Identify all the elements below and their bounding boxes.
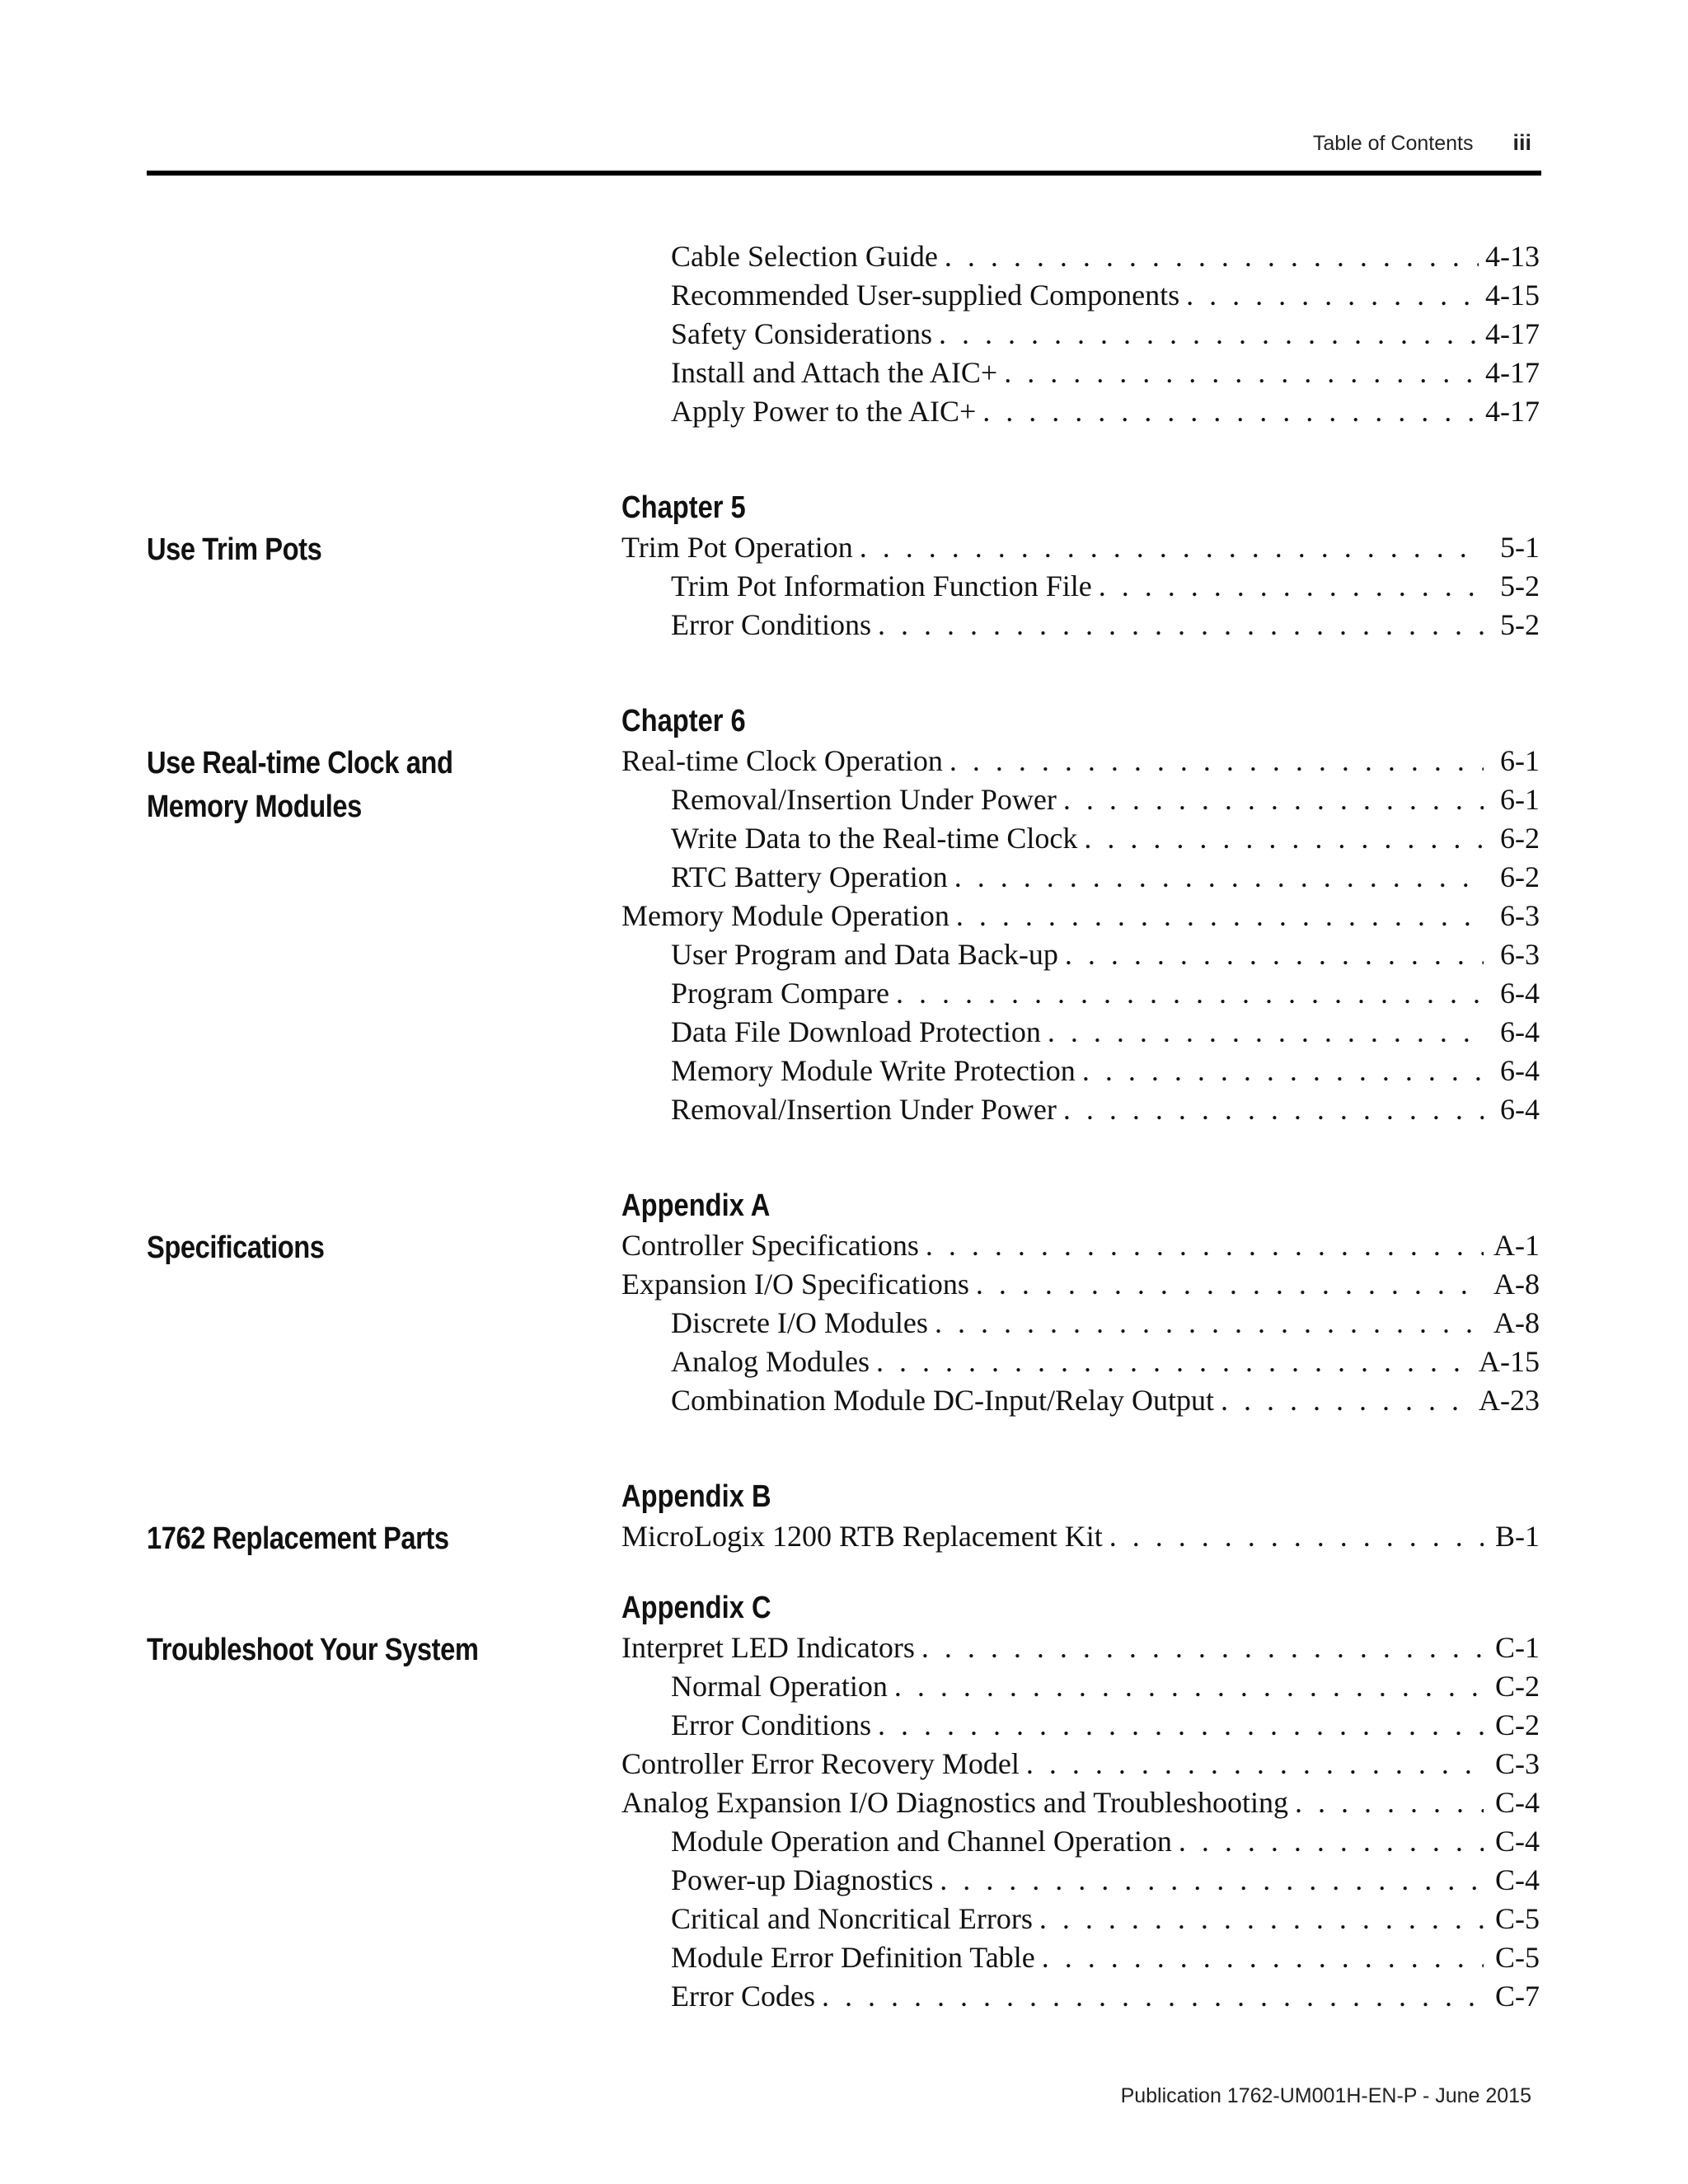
toc-entry-page: B-1 (1495, 1520, 1540, 1553)
toc-entry-title: Program Compare (671, 977, 889, 1010)
toc-entry-title: Error Conditions (671, 608, 871, 641)
toc-entry-page: 6-3 (1500, 899, 1540, 932)
toc-entry[interactable] (621, 1667, 1540, 1706)
toc-entry-page: 4-17 (1485, 356, 1540, 389)
toc-entry-title: Power-up Diagnostics (671, 1863, 934, 1896)
dot-leader (1186, 276, 1479, 315)
toc-entry-page: 4-15 (1485, 279, 1540, 312)
publication-footer: Publication 1762-UM001H-EN-P - June 2015 (1120, 2084, 1531, 2107)
running-header-title: Table of Contents (1312, 132, 1474, 155)
toc-entry-page: C-7 (1495, 1980, 1540, 2013)
dot-leader (1179, 1822, 1484, 1861)
toc-entry[interactable] (621, 1629, 1540, 1667)
dot-leader (1042, 1938, 1484, 1977)
toc-entry-page: 6-4 (1500, 977, 1540, 1010)
toc-entry-page: 5-2 (1500, 608, 1540, 641)
dot-leader (950, 742, 1484, 780)
toc-entry[interactable] (621, 1706, 1540, 1745)
toc-entry-page: A-15 (1479, 1345, 1540, 1378)
toc-entry-page: 6-3 (1500, 938, 1540, 971)
toc-section (147, 1587, 1540, 2016)
toc-entry-title: Install and Attach the AIC+ (671, 356, 998, 389)
toc-entry-title: Write Data to the Real-time Clock (671, 822, 1078, 855)
dot-leader (1039, 1900, 1484, 1938)
dot-leader (926, 1226, 1484, 1265)
toc-section (147, 1476, 1540, 1556)
toc-entry[interactable] (621, 1977, 1540, 2016)
toc-entry-page: C-4 (1495, 1786, 1540, 1819)
dot-leader (939, 315, 1479, 354)
dot-leader (956, 897, 1484, 935)
toc-entry[interactable] (621, 1052, 1540, 1090)
section-entries (621, 742, 1540, 1129)
toc-entry-page: C-4 (1495, 1825, 1540, 1858)
toc-entry-title: User Program and Data Back-up (671, 938, 1058, 971)
toc-entry[interactable] (621, 1304, 1540, 1343)
section-title: Use Trim Pots (147, 532, 322, 567)
toc-entry-title: Discrete I/O Modules (671, 1306, 928, 1339)
toc-entry-page: C-1 (1495, 1631, 1540, 1664)
toc-entry-title: Error Codes (671, 1980, 815, 2013)
chapter-label: Chapter 5 (621, 490, 746, 525)
toc-entry[interactable] (621, 1090, 1540, 1129)
toc-entry[interactable] (621, 1822, 1540, 1861)
toc-entry-page: C-2 (1495, 1670, 1540, 1703)
toc-entry[interactable] (621, 1783, 1540, 1822)
toc-entry[interactable] (621, 1745, 1540, 1783)
toc-entry-page: 4-17 (1485, 395, 1540, 428)
toc-entry-title: Removal/Insertion Under Power (671, 783, 1057, 816)
toc-entry[interactable] (621, 1861, 1540, 1900)
toc-entry[interactable] (621, 819, 1540, 858)
table-of-contents (147, 237, 1540, 2016)
dot-leader (1026, 1745, 1484, 1783)
toc-entry[interactable] (621, 935, 1540, 974)
toc-entry[interactable] (621, 858, 1540, 897)
dot-leader (976, 1265, 1484, 1304)
toc-entry-title: Error Conditions (671, 1708, 871, 1741)
dot-leader (954, 858, 1484, 897)
section-entries (621, 528, 1540, 644)
toc-entry[interactable] (621, 315, 1540, 354)
toc-entry-page: C-5 (1495, 1941, 1540, 1974)
toc-entry-page: 6-4 (1500, 1015, 1540, 1048)
toc-entry-page: 4-13 (1485, 240, 1540, 273)
dot-leader (1084, 819, 1484, 858)
toc-entry-title: Trim Pot Operation (621, 531, 853, 564)
section-entries (621, 1517, 1540, 1556)
toc-entry[interactable] (621, 567, 1540, 606)
toc-entry-page: C-5 (1495, 1902, 1540, 1935)
toc-entry-page: 4-17 (1485, 317, 1540, 350)
toc-entry-page: A-1 (1493, 1229, 1540, 1262)
toc-section (147, 1185, 1540, 1420)
dot-leader (822, 1977, 1484, 2016)
chapter-label: Appendix A (621, 1188, 771, 1223)
dot-leader (860, 528, 1484, 567)
dot-leader (1063, 780, 1484, 819)
toc-entry[interactable] (621, 897, 1540, 935)
toc-section (147, 487, 1540, 644)
dot-leader (1048, 1013, 1484, 1052)
toc-entry[interactable] (621, 1013, 1540, 1052)
chapter-label: Appendix C (621, 1591, 771, 1625)
toc-section (147, 701, 1540, 1129)
section-title: Use Real-time Clock and Memory Modules (147, 746, 453, 824)
section-title: 1762 Replacement Parts (147, 1521, 449, 1556)
page-number: iii (1512, 130, 1531, 155)
toc-entry-page: 6-4 (1500, 1093, 1540, 1126)
toc-entry[interactable] (621, 1381, 1540, 1420)
continued-entries (621, 237, 1540, 431)
toc-entry-page: 6-1 (1500, 783, 1540, 816)
toc-entry-title: Data File Download Protection (671, 1015, 1041, 1048)
section-title: Specifications (147, 1230, 325, 1265)
toc-entry-title: RTC Battery Operation (671, 860, 948, 893)
dot-leader (1099, 567, 1484, 606)
toc-entry-page: 6-4 (1500, 1054, 1540, 1087)
dot-leader (935, 1304, 1484, 1343)
toc-entry-title: Critical and Noncritical Errors (671, 1902, 1033, 1935)
dot-leader (1221, 1381, 1472, 1420)
running-header (1313, 130, 1531, 156)
toc-entry-title: Analog Expansion I/O Diagnostics and Troubleshooting (621, 1786, 1288, 1819)
section-entries (621, 1226, 1540, 1420)
toc-entry-page: A-8 (1493, 1268, 1540, 1301)
toc-entry-title: Controller Error Recovery Model (621, 1747, 1020, 1780)
chapter-label: Appendix B (621, 1479, 771, 1514)
toc-entry[interactable] (621, 237, 1540, 276)
toc-entry-page: 6-1 (1500, 744, 1540, 777)
toc-entry[interactable] (621, 1517, 1540, 1556)
header-rule (147, 171, 1541, 176)
toc-entry-page: 6-2 (1500, 860, 1540, 893)
toc-entry-title: Memory Module Operation (621, 899, 950, 932)
dot-leader (1295, 1783, 1484, 1822)
toc-entry-title: Normal Operation (671, 1670, 888, 1703)
toc-entry-page: 6-2 (1500, 822, 1540, 855)
toc-entry[interactable] (621, 276, 1540, 315)
toc-entry-page: 5-1 (1500, 531, 1540, 564)
toc-entry[interactable] (621, 1343, 1540, 1381)
toc-entry[interactable] (621, 742, 1540, 780)
toc-entry-title: Trim Pot Information Function File (671, 569, 1092, 602)
toc-entry-title: Apply Power to the AIC+ (671, 395, 977, 428)
toc-entry-page: C-3 (1495, 1747, 1540, 1780)
dot-leader (878, 606, 1484, 644)
toc-entry[interactable] (621, 354, 1540, 392)
toc-entry-title: Removal/Insertion Under Power (671, 1093, 1057, 1126)
dot-leader (921, 1629, 1484, 1667)
toc-entry-title: Interpret LED Indicators (621, 1631, 915, 1664)
dot-leader (1065, 935, 1484, 974)
toc-entry-title: Safety Considerations (671, 317, 932, 350)
toc-entry-title: Cable Selection Guide (671, 240, 938, 273)
dot-leader (896, 974, 1484, 1013)
toc-entry-page: C-2 (1495, 1708, 1540, 1741)
dot-leader (1109, 1517, 1484, 1556)
toc-entry-title: Combination Module DC-Input/Relay Output (671, 1384, 1214, 1417)
section-title: Troubleshoot Your System (147, 1633, 479, 1667)
dot-leader (878, 1706, 1484, 1745)
toc-entry[interactable] (621, 528, 1540, 567)
toc-entry[interactable] (621, 1900, 1540, 1938)
toc-entry-title: Controller Specifications (621, 1229, 919, 1262)
toc-entry-title: MicroLogix 1200 RTB Replacement Kit (621, 1520, 1103, 1553)
dot-leader (945, 237, 1479, 276)
toc-entry-page: C-4 (1495, 1863, 1540, 1896)
section-entries (621, 1629, 1540, 2016)
toc-entry[interactable] (621, 606, 1540, 644)
dot-leader (982, 392, 1479, 431)
dot-leader (1004, 354, 1479, 392)
toc-entry-title: Module Operation and Channel Operation (671, 1825, 1172, 1858)
toc-entry[interactable] (621, 392, 1540, 431)
toc-entry-title: Recommended User-supplied Components (671, 279, 1180, 312)
toc-entry[interactable] (621, 1226, 1540, 1265)
toc-entry-title: Analog Modules (671, 1345, 870, 1378)
dot-leader (894, 1667, 1484, 1706)
toc-entry[interactable] (621, 780, 1540, 819)
dot-leader (1063, 1090, 1484, 1129)
toc-entry-page: A-8 (1493, 1306, 1540, 1339)
toc-entry-page: 5-2 (1500, 569, 1540, 602)
toc-entry[interactable] (621, 974, 1540, 1013)
toc-entry[interactable] (621, 1938, 1540, 1977)
toc-entry-page: A-23 (1479, 1384, 1540, 1417)
dot-leader (940, 1861, 1484, 1900)
dot-leader (1082, 1052, 1484, 1090)
dot-leader (876, 1343, 1472, 1381)
toc-entry-title: Real-time Clock Operation (621, 744, 943, 777)
toc-entry-title: Module Error Definition Table (671, 1941, 1035, 1974)
toc-entry-title: Memory Module Write Protection (671, 1054, 1076, 1087)
chapter-label: Chapter 6 (621, 704, 746, 738)
toc-entry[interactable] (621, 1265, 1540, 1304)
toc-entry-title: Expansion I/O Specifications (621, 1268, 969, 1301)
